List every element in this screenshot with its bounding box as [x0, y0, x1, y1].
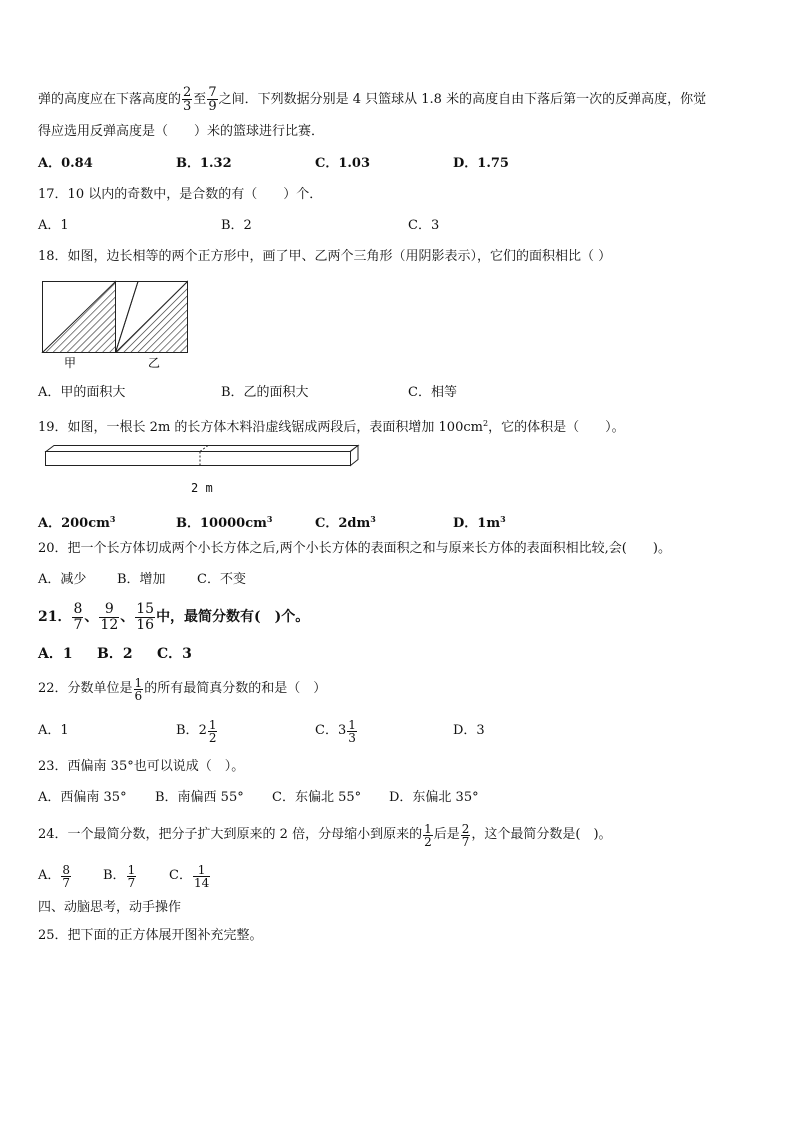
option-sup: 3 [109, 514, 116, 524]
fraction-1-6 [134, 677, 144, 702]
q20-option-a[interactable]: A．减少 [38, 572, 87, 587]
q18-option-b[interactable]: B．乙的面积大 [221, 385, 309, 400]
q22-question [38, 674, 326, 704]
option-text: D．1m [453, 516, 501, 531]
denominator: 7 [73, 616, 83, 633]
option-text: A．200cm [38, 516, 110, 531]
q22-option-a[interactable]: A．1 [38, 723, 69, 738]
q19-text-a: 19．如图，一根长 2m 的长方体木料沿虚线锯成两段后，表面积增加 100cm [38, 420, 483, 435]
separator: 、 [120, 609, 135, 625]
q24-text-mid: 后是 [433, 827, 460, 842]
q20-option-c[interactable]: C．不变 [197, 572, 246, 587]
fraction-8-7 [61, 864, 71, 889]
q19-option-c[interactable] [315, 511, 376, 532]
q21-option-a[interactable]: A．1 [38, 646, 73, 662]
q23-option-c[interactable]: C．东偏北 55° [272, 790, 362, 805]
q17-question: 17．10 以内的奇数中，是合数的有（ ）个． [38, 187, 323, 202]
q16-option-a[interactable]: A．0.84 [38, 156, 93, 171]
q22-text-a: 22．分数单位是 [38, 681, 133, 696]
fraction-15-16 [135, 602, 155, 633]
separator: 、 [84, 609, 99, 625]
denominator: 3 [183, 99, 192, 114]
numerator: 1 [424, 821, 432, 836]
numerator: 1 [127, 862, 136, 877]
numerator: 1 [208, 717, 217, 732]
q21-prefix: 21． [38, 609, 72, 625]
q19-lumber-figure [40, 444, 362, 472]
q24-text-a: 24．一个最简分数，把分子扩大到原来的 2 倍，分母缩小到原来的 [38, 827, 423, 842]
q24-text-b: ，这个最简分数是( )。 [471, 827, 612, 842]
numerator: 15 [136, 600, 155, 617]
option-sup: 3 [370, 514, 376, 524]
q22-option-d[interactable]: D．3 [453, 723, 485, 738]
denominator: 9 [208, 99, 217, 114]
q21-question [38, 600, 309, 634]
denominator: 7 [127, 875, 136, 890]
fraction-8-7 [72, 602, 83, 633]
denominator: 7 [461, 834, 470, 849]
q18-squares-figure [40, 280, 190, 372]
q21-option-c[interactable]: C．3 [157, 646, 192, 662]
q24-question [38, 820, 612, 850]
q23-option-d[interactable]: D．东偏北 35° [389, 790, 479, 805]
option-label: B． [176, 723, 199, 738]
lumber-top [46, 446, 358, 452]
denominator: 12 [100, 616, 119, 633]
q16-option-b[interactable]: B．1.32 [176, 156, 232, 171]
q20-question: 20．把一个长方体切成两个小长方体之后,两个小长方体的表面积之和与原来长方体的表面积相比较,会( )。 [38, 541, 671, 556]
q16-option-c[interactable]: C．1.03 [315, 156, 371, 171]
q18-question: 18．如图，边长相等的两个正方形中，画了甲、乙两个三角形（用阴影表示），它们的面积相比（ ） [38, 249, 612, 264]
fraction-2-7 [461, 823, 471, 848]
numerator: 2 [461, 821, 470, 836]
q19-option-d[interactable] [453, 511, 506, 532]
q24-option-b[interactable] [103, 860, 137, 892]
fraction-2-3 [182, 86, 192, 113]
option-text: B．10000cm [176, 516, 267, 531]
label-yi: 乙 [148, 356, 161, 370]
option-text: C．2dm [315, 516, 371, 531]
q22-option-b[interactable] [176, 716, 218, 746]
q23-option-a[interactable]: A．西偏南 35° [38, 790, 127, 805]
option-label: B． [103, 868, 126, 883]
denominator: 2 [208, 730, 217, 745]
option-sup: 3 [266, 514, 273, 524]
option-label: C． [315, 723, 338, 738]
denominator: 6 [134, 688, 143, 703]
numerator: 2 [183, 85, 192, 100]
q17-option-b[interactable]: B．2 [221, 218, 252, 233]
q23-question: 23．西偏南 35°也可以说成（ ）。 [38, 759, 245, 774]
label-jia: 甲 [64, 356, 77, 370]
q16-text-mid: 至 [193, 92, 207, 107]
option-label: A． [38, 868, 61, 883]
q17-option-c[interactable]: C．3 [408, 218, 440, 233]
q16-text-b: 之间．下列数据分别是 4 只篮球从 1.8 米的高度自由下落后第一次的反弹高度，你觉 [218, 92, 707, 107]
numerator: 7 [208, 85, 217, 100]
numerator: 1 [193, 864, 210, 877]
q16-option-d[interactable]: D．1.75 [453, 156, 509, 171]
q19-length-label: 2 m [191, 481, 213, 495]
q16-line1 [38, 86, 706, 113]
q19-option-b[interactable] [176, 511, 272, 532]
triangle-jia [43, 282, 116, 353]
q17-option-a[interactable]: A．1 [38, 218, 69, 233]
q20-option-b[interactable]: B．增加 [117, 572, 166, 587]
denominator: 16 [136, 616, 155, 633]
fraction-1-2 [208, 719, 218, 744]
numerator: 1 [134, 675, 143, 690]
q22-text-b: 的所有最简真分数的和是（ ） [144, 681, 327, 696]
q21-suffix: 中，最简分数有( )个。 [156, 609, 310, 625]
denominator: 2 [424, 834, 432, 849]
q21-option-b[interactable]: B．2 [97, 646, 133, 662]
option-sup: 3 [500, 514, 506, 524]
denominator: 7 [62, 875, 71, 890]
fraction-1-14 [193, 864, 210, 889]
q25-question: 25．把下面的正方体展开图补充完整。 [38, 928, 263, 943]
q18-option-c[interactable]: C．相等 [408, 385, 457, 400]
q24-option-c[interactable] [169, 860, 211, 892]
fraction-9-12 [99, 602, 119, 633]
option-label: C． [169, 868, 192, 883]
q19-sup: 2 [482, 419, 489, 428]
denominator: 3 [348, 730, 356, 745]
whole-number: 2 [198, 723, 207, 738]
q19-question [38, 416, 625, 436]
numerator: 1 [348, 717, 356, 732]
q24-option-a[interactable] [38, 860, 72, 892]
fraction-7-9 [207, 86, 217, 113]
denominator: 14 [193, 875, 210, 890]
lumber-front [46, 452, 351, 466]
q18-option-a[interactable]: A．甲的面积大 [38, 385, 126, 400]
section-4-heading: 四、动脑思考，动手操作 [38, 900, 182, 915]
fraction-1-3 [347, 719, 357, 744]
q19-text-b: ，它的体积是（ ）。 [488, 420, 625, 435]
numerator: 8 [73, 600, 83, 617]
fraction-1-2 [423, 823, 433, 848]
fraction-1-7 [127, 864, 137, 889]
whole-number: 3 [337, 723, 347, 738]
numerator: 8 [62, 862, 71, 877]
q16-text-a: 弹的高度应在下落高度的 [38, 92, 182, 107]
q22-option-c[interactable] [315, 716, 358, 746]
q23-option-b[interactable]: B．南偏西 55° [155, 790, 244, 805]
q19-option-a[interactable] [38, 511, 115, 532]
numerator: 9 [99, 602, 119, 618]
q16-line2: 得应选用反弹高度是（ ）米的篮球进行比赛． [38, 124, 325, 139]
